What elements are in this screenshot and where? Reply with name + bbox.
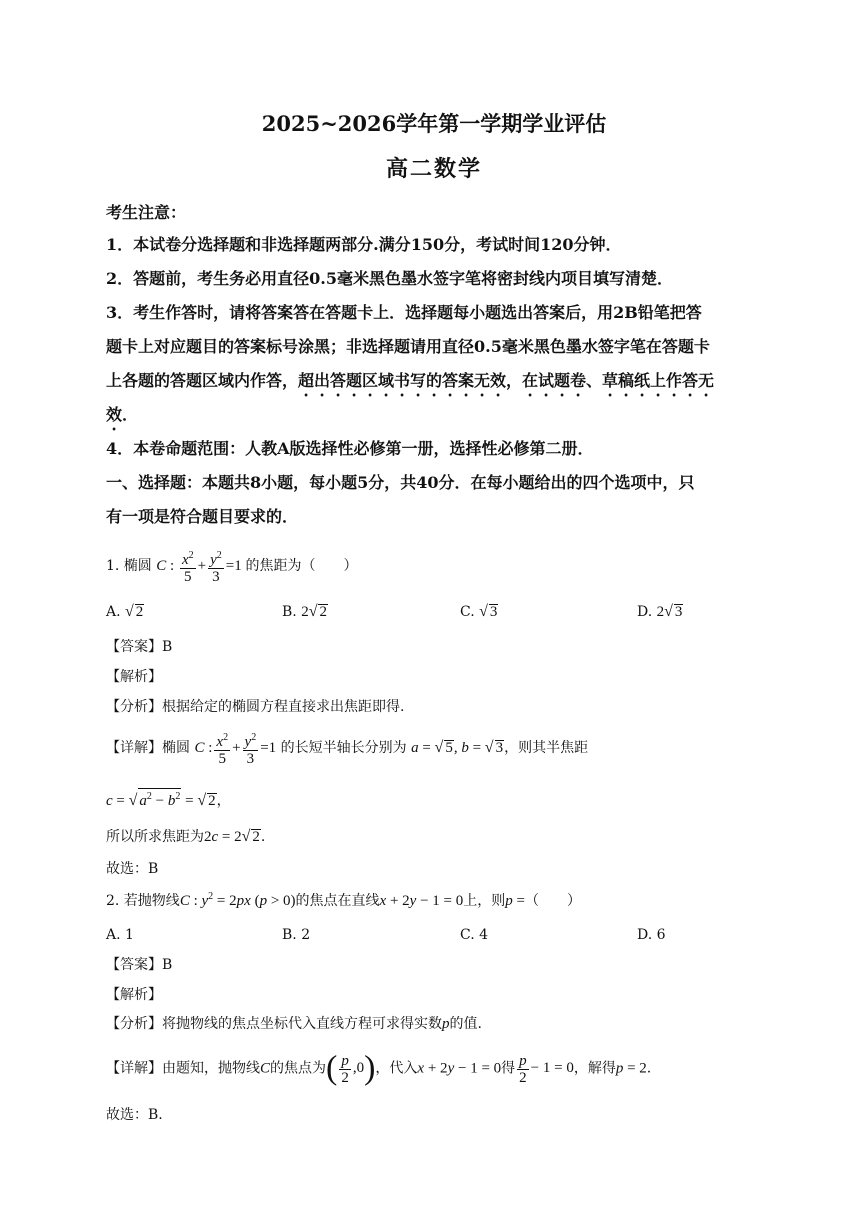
q1-option-c: C. √ 3 <box>460 603 498 620</box>
notice-item-1: 1．本试卷分选择题和非选择题两部分.满分150分，考试时间120分钟． <box>106 235 622 254</box>
q1-stem <box>106 548 357 585</box>
q1-option-a: A. √ 2 <box>106 603 144 620</box>
q1-detail-c: c = √ $a^2 - b^2$ = √ 2， <box>106 788 231 810</box>
notice-item-3-cont: 题卡上对应题目的答案标号涂黑；非选择题请用直径0.5毫米黑色墨水签字笔在答题卡 <box>106 337 710 356</box>
q1-analysis-label: 【解析】 <box>106 669 162 685</box>
section-heading: 一、选择题：本题共8小题，每小题5分，共40分．在每小题给出的四个选项中，只 <box>106 473 695 492</box>
q2-option-c: C. 4 <box>460 927 489 943</box>
q1-option-d: D. 2√ 3 <box>637 603 683 620</box>
q1-prefix: 1. 椭圆 <box>106 557 152 574</box>
q2-detail: 【详解】由题知，抛物线C的焦点为( $\frac{p}{2}$ ,0)，代入x + 2y − 1 = 0得 $\frac{p}{2}$ − 1 = 0，解得p = 2. <box>106 1050 652 1087</box>
q1-equation: C : $\frac{x^2}{5}$ + $\frac{y^2}{3}$ =1 <box>156 550 246 585</box>
notice-item-2: 2．答题前，考生务必用直径0.5毫米黑色墨水签字笔将密封线内项目填写清楚． <box>106 269 673 288</box>
q2-option-d: D. 6 <box>637 927 666 943</box>
q2-fenxi: 【分析】将抛物线的焦点坐标代入直线方程可求得实数p的值. <box>106 1016 482 1032</box>
q2-option-a: A. 1 <box>106 927 134 943</box>
q2-analysis-label: 【解析】 <box>106 987 162 1003</box>
notice-item-3-cont2 <box>106 368 714 400</box>
q1-fenxi: 【分析】根据给定的椭圆方程直接求出焦距即得. <box>106 699 405 715</box>
q2-answer: 【答案】B <box>106 957 173 973</box>
notice-emphasis-end: 效． <box>106 405 139 424</box>
section-heading-cont: 有一项是符合题目要求的． <box>106 507 299 526</box>
notice-emphasis: 超出答题区域书写的答案无效，在试题卷、草稿纸上作答无 <box>298 371 715 390</box>
notice-item-3-end <box>106 402 138 434</box>
q1-detail: 【详解】椭圆 C : $\frac{x^2}{5}$ + $\frac{y^2}{3}$ =1 的长短半轴长分别为 a = √ 5, b = √ 3，则其半焦距 <box>106 732 589 767</box>
notice-text: 上各题的答题区域内作答， <box>106 371 299 390</box>
q2-choose: 故选：B. <box>106 1107 163 1123</box>
q2-stem: 2. 若抛物线C : $y^2 = 2px$ (p > 0)的焦点在直线x + 2y − 1 = 0上，则p =（ ） <box>106 891 581 909</box>
q1-option-b: B. 2√ 2 <box>282 603 327 620</box>
q1-answer: 【答案】B <box>106 639 173 655</box>
exam-title: 2025~2026学年第一学期学业评估 <box>261 111 607 136</box>
notice-heading: 考生注意： <box>106 203 187 222</box>
notice-item-4: 4．本卷命题范围：人教A版选择性必修第一册，选择性必修第二册． <box>106 439 594 458</box>
exam-subject: 高二数学 <box>385 156 482 182</box>
q1-suffix: 的焦距为（ ） <box>245 557 358 574</box>
q1-choose: 故选：B <box>106 861 159 877</box>
notice-item-3: 3．考生作答时，请将答案答在答题卡上．选择题每小题选出答案后，用2B铅笔把答 <box>106 303 702 322</box>
q1-conclusion: 所以所求焦距为2c = 2√ 2. <box>106 828 266 845</box>
q2-option-b: B. 2 <box>282 927 311 943</box>
